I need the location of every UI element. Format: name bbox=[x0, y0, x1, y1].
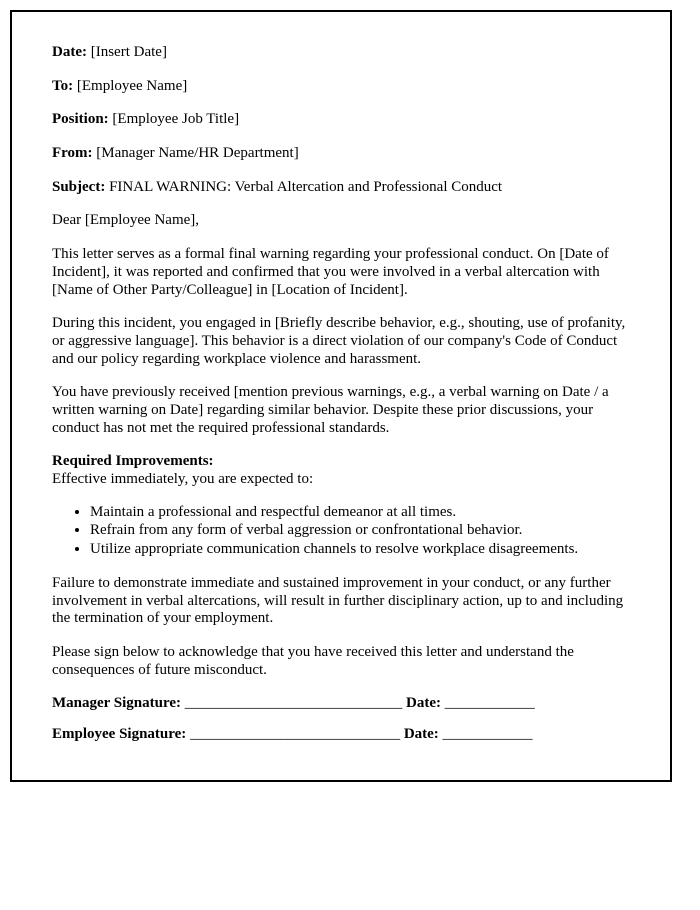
required-improvements-intro: Effective immediately, you are expected to: bbox=[52, 471, 314, 487]
subject-label: Subject: bbox=[52, 178, 106, 195]
date-label: Date: bbox=[52, 44, 87, 60]
manager-signature-row bbox=[52, 695, 630, 713]
paragraph-behavior-violation: During this incident, you engaged in [Briefly describe behavior, e.g., shouting, use of profanity, or aggressive language]. This behavior is a direct violation of our company's Code of Conduct and our policy regarding workplace violence and harassment. bbox=[52, 315, 626, 367]
position-value: [Employee Job Title] bbox=[112, 111, 240, 128]
from-value: [Manager Name/HR Department] bbox=[96, 145, 299, 162]
position-label: Position: bbox=[52, 111, 109, 128]
subject-value: FINAL WARNING: Verbal Altercation and Professional Conduct bbox=[109, 178, 503, 195]
improvement-item-communication: • Utilize appropriate communication channels to resolve workplace disagreements. bbox=[90, 540, 630, 559]
to-label: To: bbox=[52, 77, 74, 94]
header-line-to bbox=[52, 78, 630, 96]
warning-letter-document bbox=[10, 10, 672, 782]
header-line-date bbox=[52, 44, 630, 62]
manager-date-label: Date: bbox=[406, 695, 442, 712]
paragraph-previous-warnings: You have previously received [mention previous warnings, e.g., a verbal warning on Date / a written warning on Date] regarding similar behavior. Despite these prior discussions, your conduct has not met the required professional standards. bbox=[52, 384, 609, 436]
employee-date-line: ____________ bbox=[442, 726, 533, 743]
manager-date-line: ____________ bbox=[444, 695, 535, 712]
improvement-item-aggression: • Refrain from any form of verbal aggression or confrontational behavior. bbox=[90, 521, 630, 540]
paragraph-incident-report: This letter serves as a formal final warning regarding your professional conduct. On [Date of Incident], it was reported and confirmed that you were involved in a verbal altercation with [Name of Other Party/Colleague] in [Location of Incident]. bbox=[52, 246, 609, 298]
required-improvements-section bbox=[52, 453, 630, 488]
required-improvements-heading: Required Improvements: bbox=[52, 453, 214, 470]
manager-signature-line: _____________________________ bbox=[184, 695, 403, 712]
improvements-list bbox=[52, 503, 630, 559]
date-value: [Insert Date] bbox=[90, 44, 167, 60]
paragraph-acknowledgement: Please sign below to acknowledge that you have received this letter and understand the consequences of future misconduct. bbox=[52, 644, 574, 678]
salutation: Dear [Employee Name], bbox=[52, 212, 200, 229]
employee-date-label: Date: bbox=[403, 726, 439, 743]
header-line-position bbox=[52, 111, 630, 129]
paragraph-consequences: Failure to demonstrate immediate and sustained improvement in your conduct, or any further involvement in verbal altercations, will result in further disciplinary action, up to and including the termination of your employment. bbox=[52, 574, 624, 627]
from-label: From: bbox=[52, 145, 93, 162]
header-line-subject bbox=[52, 179, 630, 197]
header-line-from bbox=[52, 145, 630, 163]
employee-signature-label: Employee Signature: bbox=[52, 726, 187, 743]
improvement-item-demeanor: • Maintain a professional and respectful demeanor at all times. bbox=[90, 503, 630, 522]
to-value: [Employee Name] bbox=[76, 77, 188, 94]
employee-signature-line: ____________________________ bbox=[190, 726, 401, 743]
manager-signature-label: Manager Signature: bbox=[52, 695, 182, 712]
employee-signature-row bbox=[52, 726, 630, 744]
